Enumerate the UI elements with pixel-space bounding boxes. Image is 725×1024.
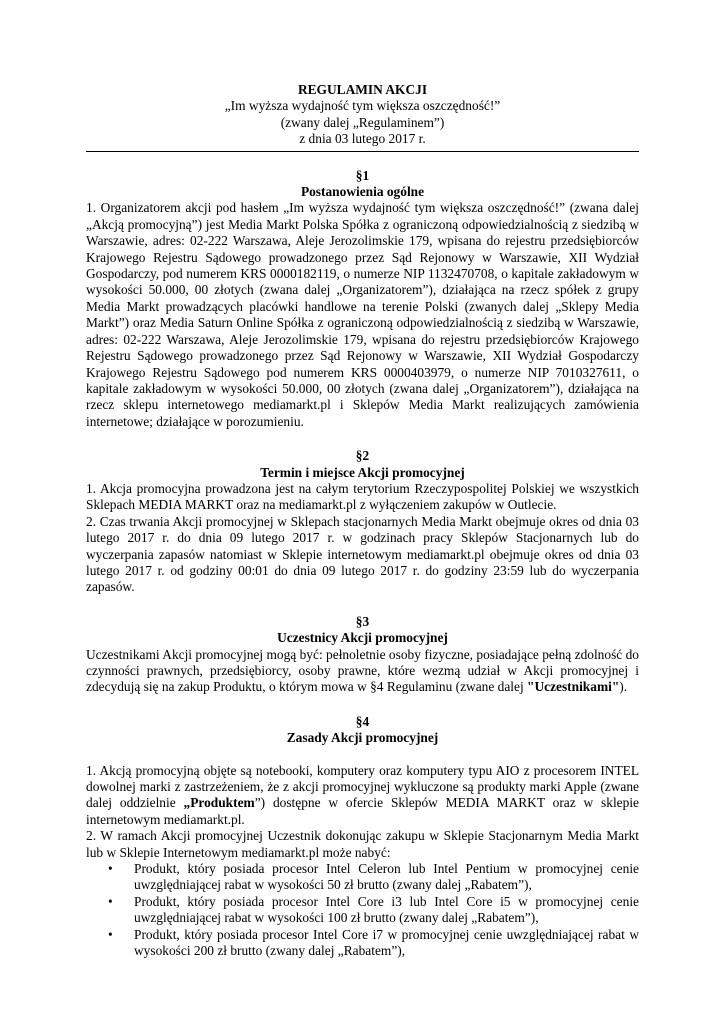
section-2-number: §2 <box>355 448 370 464</box>
document-header <box>86 82 639 152</box>
section-1 <box>86 168 639 431</box>
section-3-text-c: ). <box>619 679 628 695</box>
list-item <box>108 893 639 927</box>
section-4-number: §4 <box>355 713 370 729</box>
list-item-text: Produkt, który posiada procesor Intel Celeron lub Intel Pentium w promocyjnej cenie uwzględniającej rabat w wysokości 50 zł brutto (zwany dalej „Rabatem”), <box>134 861 639 893</box>
section-4-paragraph-2: 2. W ramach Akcji promocyjnej Uczestnik dokonując zakupu w Sklepie Stacjonarnym Media Markt lub w Sklepie Internetowym mediamarkt.pl może nabyć: <box>86 828 639 860</box>
bullet-icon: • <box>108 861 113 877</box>
section-2-paragraph-1: 1. Akcja promocyjna prowadzona jest na całym terytorium Rzeczypospolitej Polskiej we wszystkich Sklepach MEDIA MARKT oraz na mediamarkt.pl z wyłączeniem zakupów w Outlecie. <box>86 480 639 513</box>
section-3 <box>86 614 639 696</box>
section-2-title: Termin i miejsce Akcji promocyjnej <box>260 464 465 480</box>
section-1-paragraph-1: 1. Organizatorem akcji pod hasłem „Im wyższa wydajność tym większa oszczędność!” (zwana dalej „Akcją promocyjną”) jest Media Markt Polska Spółka z ograniczoną odpowiedzialnością z siedzibą w Warszawie, adres: 02-222 Warszawa, Aleje Jerozolimskie 179, wpisana do rejestru przedsiębiorców Krajowego Rejestru Sądowego prowadzonego przez Sąd Rejonowy w Warszawie, XII Wydział Gospodarczy, pod numerem KRS 0000182119, o numerze NIP 1132470708, o kapitale zakładowym w wysokości 50.000, 00 złotych (zwana dalej „Organizatorem”), działająca na rzecz spółek z grupy Media Markt prowadzących placówki handlowe na terenie Polski (zwanych dalej „Sklepy Media Markt”) oraz Media Saturn Online Spółka z ograniczoną odpowiedzialnością z siedzibą w Warszawie, adres: 02-222 Warszawa, Aleje Jerozolimskie 179, wpisana do rejestru przedsiębiorców Krajowego Rejestru Sądowego prowadzonego przez Sąd Rejonowy w Warszawie, XII Wydział Gospodarczy Krajowego Rejestru Sądowego pod numerem KRS 0000403979, o numerze NIP 7010327611, o kapitale zakładowym w wysokości 50.000, 00 złotych (zwana dalej „Organizatorem”), działająca na rzecz sklepu internetowego mediamarkt.pl i Sklepów Media Markt realizujących zamówienia internetowe; działające w porozumieniu. <box>86 200 639 429</box>
document-title: REGULAMIN AKCJI <box>297 82 428 97</box>
section-3-title: Uczestnicy Akcji promocyjnej <box>277 630 448 646</box>
document-date: z dnia 03 lutego 2017 r. <box>299 131 426 147</box>
section-2-paragraph-2: 2. Czas trwania Akcji promocyjnej w Sklepach stacjonarnych Media Markt obejmuje okres od dnia 03 lutego 2017 r. do dnia 09 lutego 2017 r. w godzinach pracy Sklepów Stacjonarnych lub do wyczerpania zapasów natomiast w Sklepie internetowym mediamarkt.pl obejmuje okres od dnia 03 lutego 2017 r. od godziny 00:01 do dnia 09 lutego 2017 r. do godziny 23:59 lub do wyczerpania zapasów. <box>86 513 639 595</box>
section-4-paragraph-1 <box>86 763 639 829</box>
bullet-icon: • <box>108 893 113 909</box>
section-4-text-c: ”) dostępne w ofercie Sklepów MEDIA MARKT oraz w sklepie internetowym mediamarkt.pl. <box>86 795 639 827</box>
section-4 <box>86 714 639 960</box>
discount-list <box>86 861 639 959</box>
bullet-icon: • <box>108 926 113 942</box>
section-4-text-a: 1. Akcją promocyjną objęte są notebooki, komputery oraz komputery typu AIO z procesorem INTEL dowolnej marki z zastrzeżeniem, że z akcji promocyjnej wykluczone są produkty marki Apple (zwane dalej oddzielnie <box>86 762 639 811</box>
section-4-title: Zasady Akcji promocyjnej <box>286 730 439 746</box>
product-term: „Produktem <box>183 795 255 811</box>
list-item <box>108 926 639 960</box>
document-alias: (zwany dalej „Regulaminem”) <box>280 114 445 130</box>
section-3-number: §3 <box>355 613 370 629</box>
list-item <box>108 861 639 894</box>
section-2 <box>86 448 639 596</box>
participants-term: "Uczestnikami" <box>527 679 620 695</box>
list-item-text: Produkt, który posiada procesor Intel Core i3 lub Intel Core i5 w promocyjnej cenie uwzględniającej rabat w wysokości 100 zł brutto (zwany dalej „Rabatem”), <box>134 893 639 926</box>
section-1-title: Postanowienia ogólne <box>300 184 425 200</box>
list-item-text: Produkt, który posiada procesor Intel Core i7 w promocyjnej cenie uwzględniającej rabat w wysokości 200 zł brutto (zwany dalej „Rabatem”), <box>134 926 639 959</box>
section-1-number: §1 <box>355 167 370 183</box>
section-3-paragraph-1 <box>86 647 639 696</box>
section-3-text-a: Uczestnikami Akcji promocyjnej mogą być: pełnoletnie osoby fizyczne, posiadające pełną zdolność do czynności prawnych, przedsiębiorcy, osoby prawne, które wezmą udział w Akcji promocyjnej i zdecydują się na zakup Produktu, o którym mowa w §4 Regulaminu (zwane dalej <box>86 646 639 695</box>
document-subtitle: „Im wyższa wydajność tym większa oszczędność!” <box>224 98 501 114</box>
